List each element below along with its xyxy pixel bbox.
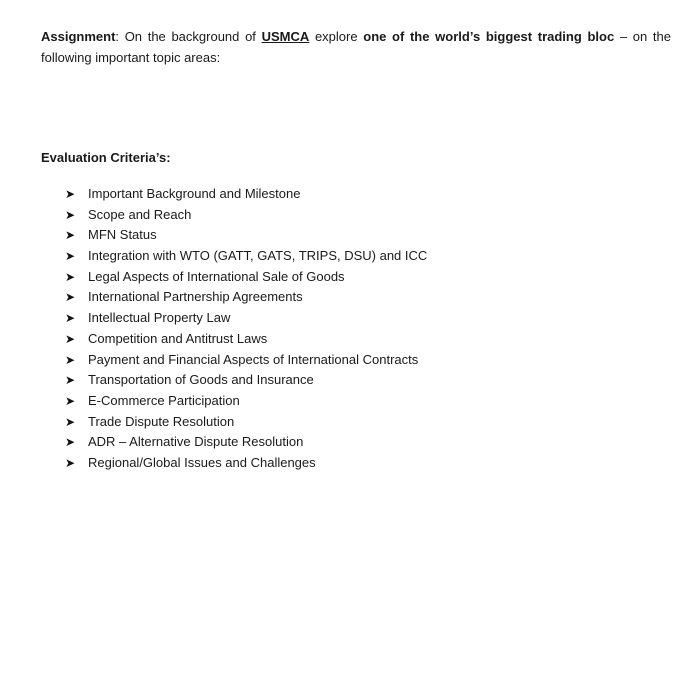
list-item-label: Competition and Antitrust Laws — [88, 330, 268, 346]
list-item — [65, 246, 427, 267]
arrowhead-bullet-icon: ➤ — [65, 352, 76, 367]
arrowhead-bullet-icon: ➤ — [65, 290, 76, 305]
assignment-paragraph — [41, 26, 671, 68]
list-item — [65, 370, 427, 391]
arrowhead-bullet-icon: ➤ — [65, 249, 76, 264]
list-item — [65, 205, 427, 226]
arrowhead-bullet-icon: ➤ — [65, 435, 76, 450]
list-item — [65, 308, 427, 329]
list-item — [65, 350, 427, 371]
arrowhead-bullet-icon: ➤ — [65, 414, 76, 429]
list-item — [65, 184, 427, 205]
assignment-label: Assignment — [41, 29, 116, 44]
list-item — [65, 267, 427, 288]
arrowhead-bullet-icon: ➤ — [65, 187, 76, 201]
list-item — [65, 432, 427, 453]
list-item-label: Regional/Global Issues and Challenges — [88, 454, 316, 470]
arrowhead-bullet-icon: ➤ — [65, 207, 76, 222]
arrowhead-bullet-icon: ➤ — [65, 311, 76, 326]
trading-bloc-phrase: one of the world’s biggest trading bloc — [363, 29, 615, 44]
arrowhead-bullet-icon: ➤ — [65, 331, 76, 346]
assignment-text-3: – on the following important topic areas: — [41, 29, 671, 65]
list-item-label: ADR – Alternative Dispute Resolution — [88, 434, 304, 450]
assignment-text-1: : On the background of — [115, 29, 262, 44]
list-item-label: Scope and Reach — [88, 206, 192, 222]
list-item-label: MFN Status — [88, 227, 157, 243]
usmca-term: USMCA — [261, 29, 310, 44]
list-item-label: Legal Aspects of International Sale of Goods — [88, 268, 345, 284]
assignment-text-2: explore — [309, 29, 364, 44]
list-item-label: Payment and Financial Aspects of International Contracts — [88, 351, 419, 367]
arrowhead-bullet-icon: ➤ — [65, 455, 76, 470]
list-item-label: Integration with WTO (GATT, GATS, TRIPS, DSU) and ICC — [88, 248, 428, 264]
arrowhead-bullet-icon: ➤ — [65, 269, 76, 284]
list-item-label: Transportation of Goods and Insurance — [88, 372, 314, 388]
list-item-label: Important Background and Milestone — [88, 186, 301, 201]
list-item — [65, 453, 427, 474]
arrowhead-bullet-icon: ➤ — [65, 373, 76, 388]
evaluation-heading: Evaluation Criteria’s: — [41, 150, 171, 165]
list-item-label: Trade Dispute Resolution — [88, 413, 235, 429]
list-item-label: International Partnership Agreements — [88, 289, 303, 305]
list-item — [65, 391, 427, 412]
arrowhead-bullet-icon: ➤ — [65, 228, 76, 243]
list-item — [65, 412, 427, 433]
arrowhead-bullet-icon: ➤ — [65, 393, 76, 408]
list-item-label: Intellectual Property Law — [88, 310, 231, 326]
list-item — [65, 329, 427, 350]
list-item-label: E-Commerce Participation — [88, 392, 240, 408]
criteria-list — [65, 184, 427, 474]
list-item — [65, 225, 427, 246]
list-item — [65, 287, 427, 308]
